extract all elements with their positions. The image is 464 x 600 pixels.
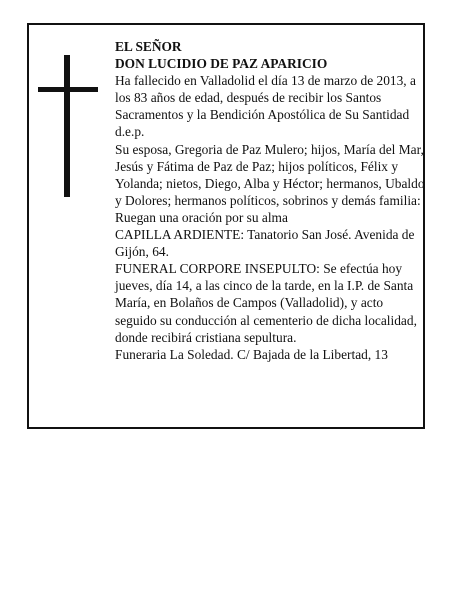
death-announcement: Ha fallecido en Valladolid el día 13 de marzo de 2013, a los 83 años de edad, después de recibir los Santos Sacramentos y la Bendición Apostólica de Su Santidad d.e.p. [115,73,416,140]
family-list: Su esposa, Gregoria de Paz Mulero; hijos, María del Mar, Jesús y Fátima de Paz de Paz; hijos políticos, Félix y Yolanda; nietos, Diego, Alba y Héctor; hermanos, Ubaldo y Dolores; hermanos políticos, sobrinos y demás familia: [115,141,425,208]
cross-vertical-bar [64,55,70,197]
cross-horizontal-bar [38,87,98,92]
funeral-chapel-info: CAPILLA ARDIENTE: Tanatorio San José. Avenida de Gijón, 64. [115,227,415,260]
funeral-home-info: Funeraria La Soledad. C/ Bajada de la Libertad, 13 [115,346,388,362]
obituary-title: EL SEÑOR [115,39,182,54]
obituary-text [115,38,425,363]
funeral-service-info: FUNERAL CORPORE INSEPULTO: Se efectúa hoy jueves, día 14, a las cinco de la tarde, en la I.P. de Santa María, en Bolaños de Campos (Valladolid), y acto seguido su conducción al cementerio de dicha localidad, donde recibirá cristiana sepultura. [115,261,417,345]
deceased-name: DON LUCIDIO DE PAZ APARICIO [115,56,328,72]
latin-cross-icon [38,55,98,197]
prayer-request: Ruegan una oración por su alma [115,209,288,225]
